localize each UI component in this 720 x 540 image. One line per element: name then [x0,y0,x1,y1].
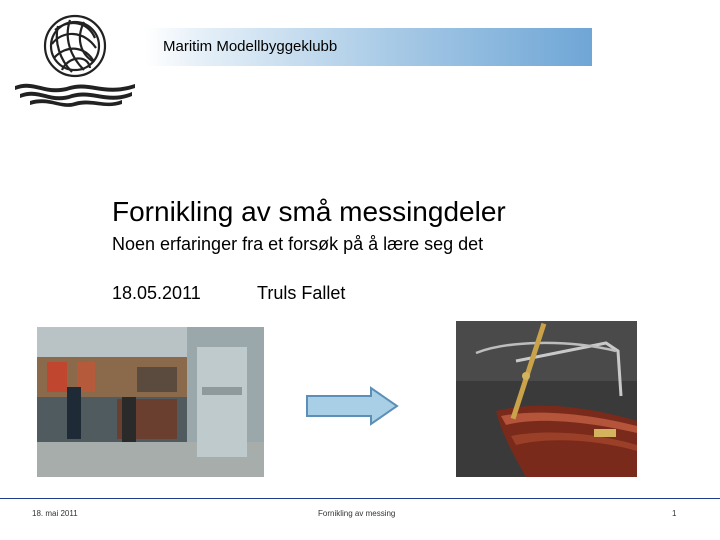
header-bar [145,28,592,66]
workshop-photo [37,327,264,477]
boat-bow-photo [456,321,637,477]
presentation-date: 18.05.2011 [112,283,201,303]
footer-date: 18. mai 2011 [32,509,78,518]
footer-divider [0,498,720,499]
slide-title: Fornikling av små messingdeler [112,196,506,227]
club-name: Maritim Modellbyggeklubb [163,38,338,55]
knot-wave-logo-icon [10,8,140,108]
page-number: 1 [672,509,677,518]
footer-topic: Fornikling av messing [318,509,396,518]
slide-subtitle: Noen erfaringer fra et forsøk på å lære seg det [112,234,484,254]
right-arrow-icon [305,386,400,426]
author-name: Truls Fallet [257,283,346,303]
